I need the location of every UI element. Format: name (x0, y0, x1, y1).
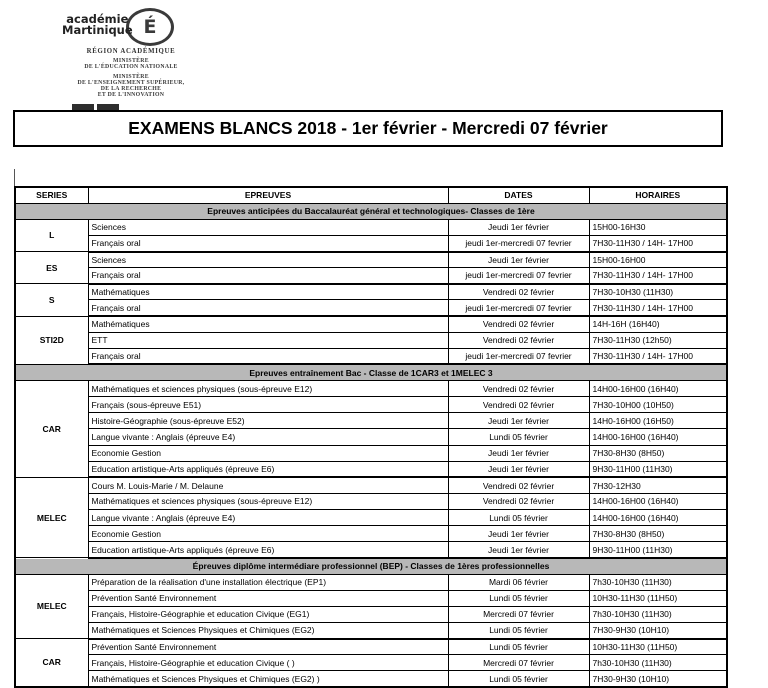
col-header-dates: DATES (448, 187, 589, 203)
date-cell: Vendredi 02 février (448, 332, 589, 348)
horaire-cell: 14H00-16H00 (16H40) (589, 429, 727, 445)
ministere-line: MINISTÈRE (113, 73, 149, 80)
epreuve-cell: Economie Gestion (88, 445, 448, 461)
horaire-cell: 7H30-9H30 (10H10) (589, 622, 727, 638)
table-row (15, 590, 727, 606)
date-cell: Mercredi 07 février (448, 655, 589, 671)
epreuve-cell: Education artistique-Arts appliqués (épreuve E6) (88, 461, 448, 477)
table-row (15, 381, 727, 397)
epreuve-cell: Français oral (88, 300, 448, 316)
epreuve-cell: Prévention Santé Environnement (88, 639, 448, 655)
section-title: Epreuves anticipées du Baccalauréat général et technologiques- Classes de 1ère (15, 203, 727, 219)
series-cell: CAR (15, 381, 88, 478)
epreuve-cell: Economie Gestion (88, 526, 448, 542)
date-cell: Jeudi 1er février (448, 219, 589, 235)
table-row (15, 429, 727, 445)
martinique-word: Martinique (62, 23, 133, 37)
horaire-cell: 7h30-10H30 (11H30) (589, 574, 727, 590)
table-row (15, 316, 727, 332)
date-cell: Lundi 05 février (448, 639, 589, 655)
date-cell: Lundi 05 février (448, 622, 589, 638)
date-cell: Jeudi 1er février (448, 526, 589, 542)
series-cell: CAR (15, 639, 88, 687)
date-cell: Jeudi 1er février (448, 252, 589, 268)
table-header-row (15, 187, 727, 203)
epreuve-cell: Education artistique-Arts appliqués (épreuve E6) (88, 542, 448, 558)
section-header-row (15, 558, 727, 574)
epreuve-cell: Sciences (88, 252, 448, 268)
date-cell: Mercredi 07 février (448, 606, 589, 622)
horaire-cell: 7h30-10H30 (11H30) (589, 655, 727, 671)
col-header-series: SERIES (15, 187, 88, 203)
horaire-cell: 7H30-11H30 (12h50) (589, 332, 727, 348)
col-header-horaires: HORAIRES (589, 187, 727, 203)
date-cell: Vendredi 02 février (448, 284, 589, 300)
horaire-cell: 9H30-11H00 (11H30) (589, 542, 727, 558)
table-row (15, 477, 727, 493)
epreuve-cell: Français oral (88, 268, 448, 284)
series-cell: ES (15, 252, 88, 284)
page-title: EXAMENS BLANCS 2018 - 1er février - Mercredi 07 février (128, 118, 608, 138)
epreuve-cell: Français (sous-épreuve E51) (88, 397, 448, 413)
horaire-cell: 15H00-16H00 (589, 252, 727, 268)
section-header-row (15, 203, 727, 219)
date-cell: jeudi 1er-mercredi 07 fevrier (448, 235, 589, 251)
series-cell: STI2D (15, 316, 88, 364)
table-row (15, 348, 727, 364)
table-row (15, 461, 727, 477)
epreuve-cell: Préparation de la réalisation d'une installation électrique (EP1) (88, 574, 448, 590)
ministere-line: MINISTÈRE (113, 58, 149, 64)
series-cell: MELEC (15, 574, 88, 639)
ministere-line: DE L'ENSEIGNEMENT SUPÉRIEUR, (77, 79, 185, 86)
section-title: Epreuves entraînement Bac - Classe de 1CAR3 et 1MELEC 3 (15, 364, 727, 380)
series-cell: L (15, 219, 88, 251)
horaire-cell: 14H00-16H00 (16H40) (589, 381, 727, 397)
academie-martinique-logo (56, 6, 206, 118)
date-cell: Jeudi 1er février (448, 542, 589, 558)
academie-emblem-icon (126, 8, 174, 46)
table-row (15, 268, 727, 284)
table-row (15, 332, 727, 348)
table-row (15, 639, 727, 655)
table-row (15, 284, 727, 300)
epreuve-cell: Sciences (88, 219, 448, 235)
series-cell: S (15, 284, 88, 316)
date-cell: Lundi 05 février (448, 671, 589, 687)
horaire-cell: 7h30-10H30 (11H30) (589, 606, 727, 622)
epreuve-cell: Prévention Santé Environnement (88, 590, 448, 606)
date-cell: Lundi 05 février (448, 510, 589, 526)
section-header-row (15, 364, 727, 380)
emblem-letter: É (143, 16, 157, 38)
epreuve-cell: Mathématiques et Sciences Physiques et Chimiques (EG2) (88, 622, 448, 638)
horaire-cell: 7H30-12H30 (589, 477, 727, 493)
horaire-cell: 7H30-11H30 / 14H- 17H00 (589, 268, 727, 284)
horaire-cell: 7H30-9H30 (10H10) (589, 671, 727, 687)
horaire-cell: 14H00-16H00 (16H40) (589, 493, 727, 509)
epreuve-cell: Français oral (88, 235, 448, 251)
table-row (15, 542, 727, 558)
horaire-cell: 14H0-16H00 (16H50) (589, 413, 727, 429)
table-row (15, 445, 727, 461)
horaire-cell: 7H30-11H30 / 14H- 17H00 (589, 300, 727, 316)
exam-schedule-table (14, 186, 728, 688)
table-row (15, 300, 727, 316)
ministere-line: DE LA RECHERCHE (100, 86, 162, 93)
epreuve-cell: Français oral (88, 348, 448, 364)
series-cell: MELEC (15, 477, 88, 558)
col-header-epreuves: EPREUVES (88, 187, 448, 203)
table-row (15, 574, 727, 590)
table-row (15, 510, 727, 526)
table-row (15, 252, 727, 268)
horaire-cell: 7H30-8H30 (8H50) (589, 526, 727, 542)
table-row (15, 606, 727, 622)
table-row (15, 235, 727, 251)
epreuve-cell: Mathématiques et Sciences Physiques et Chimiques (EG2) ) (88, 671, 448, 687)
table-row (15, 622, 727, 638)
date-cell: Vendredi 02 février (448, 477, 589, 493)
horaire-cell: 7H30-8H30 (8H50) (589, 445, 727, 461)
date-cell: jeudi 1er-mercredi 07 fevrier (448, 348, 589, 364)
title-banner (13, 110, 723, 147)
academie-logo-name (56, 6, 206, 46)
date-cell: Jeudi 1er février (448, 413, 589, 429)
epreuve-cell: ETT (88, 332, 448, 348)
date-cell: Jeudi 1er février (448, 461, 589, 477)
table-row (15, 526, 727, 542)
date-cell: Vendredi 02 février (448, 316, 589, 332)
table-row (15, 671, 727, 687)
horaire-cell: 10H30-11H30 (11H50) (589, 590, 727, 606)
academie-logo-words (62, 14, 133, 36)
region-academique-label: RÉGION ACADÉMIQUE (86, 48, 176, 55)
horaire-cell: 15H00-16H30 (589, 219, 727, 235)
date-cell: jeudi 1er-mercredi 07 fevrier (448, 268, 589, 284)
horaire-cell: 7H30-11H30 / 14H- 17H00 (589, 348, 727, 364)
date-cell: Jeudi 1er février (448, 445, 589, 461)
epreuve-cell: Histoire-Géographie (sous-épreuve E52) (88, 413, 448, 429)
horaire-cell: 14H-16H (16H40) (589, 316, 727, 332)
date-cell: Vendredi 02 février (448, 381, 589, 397)
epreuve-cell: Mathématiques et sciences physiques (sous-épreuve E12) (88, 381, 448, 397)
horaire-cell: 10H30-11H30 (11H50) (589, 639, 727, 655)
table-row (15, 493, 727, 509)
table-row (15, 219, 727, 235)
epreuve-cell: Français, Histoire-Géographie et education Civique ( ) (88, 655, 448, 671)
ministere-line: DE L'ÉDUCATION NATIONALE (84, 64, 178, 71)
horaire-cell: 7H30-10H30 (11H30) (589, 284, 727, 300)
horaire-cell: 14H00-16H00 (16H40) (589, 510, 727, 526)
date-cell: Vendredi 02 février (448, 493, 589, 509)
table-row (15, 655, 727, 671)
epreuve-cell: Français, Histoire-Géographie et education Civique (EG1) (88, 606, 448, 622)
epreuve-cell: Langue vivante : Anglais (épreuve E4) (88, 510, 448, 526)
table-row (15, 397, 727, 413)
date-cell: Lundi 05 février (448, 429, 589, 445)
epreuve-cell: Mathématiques et sciences physiques (sous-épreuve E12) (88, 493, 448, 509)
academie-word: académie (66, 12, 129, 26)
date-cell: Vendredi 02 février (448, 397, 589, 413)
stray-vertical-line (14, 169, 15, 186)
ministere-education-label (56, 58, 206, 71)
epreuve-cell: Mathématiques (88, 316, 448, 332)
ministere-line: ET DE L'INNOVATION (97, 92, 165, 99)
horaire-cell: 7H30-10H00 (10H50) (589, 397, 727, 413)
date-cell: Lundi 05 février (448, 590, 589, 606)
table-row (15, 413, 727, 429)
section-title: Épreuves diplôme intermédiare professionnel (BEP) - Classes de 1ères professionnelles (15, 558, 727, 574)
horaire-cell: 7H30-11H30 / 14H- 17H00 (589, 235, 727, 251)
epreuve-cell: Mathématiques (88, 284, 448, 300)
epreuve-cell: Langue vivante : Anglais (épreuve E4) (88, 429, 448, 445)
horaire-cell: 9H30-11H00 (11H30) (589, 461, 727, 477)
date-cell: jeudi 1er-mercredi 07 fevrier (448, 300, 589, 316)
exam-schedule (14, 186, 726, 688)
date-cell: Mardi 06 février (448, 574, 589, 590)
ministere-superieur-label (56, 74, 206, 99)
epreuve-cell: Cours M. Louis-Marie / M. Delaune (88, 477, 448, 493)
